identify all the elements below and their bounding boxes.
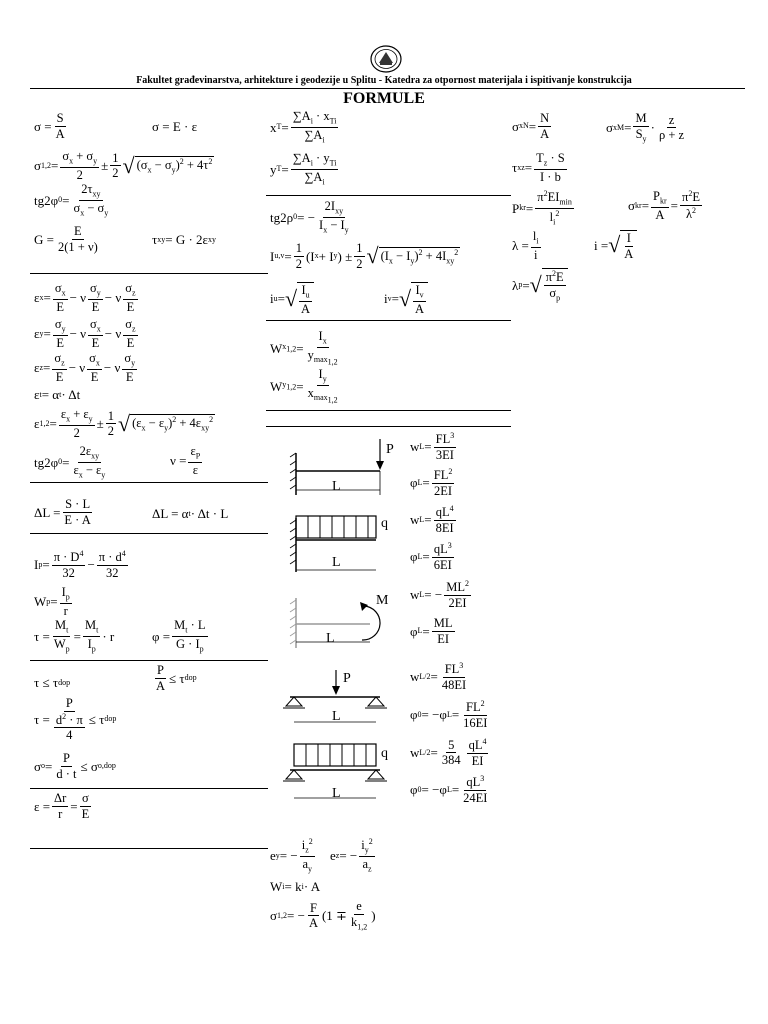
rule-left-6 — [30, 848, 268, 849]
formula-shear-modulus: G = E 2(1 + ν) — [34, 224, 98, 254]
rule-left-3 — [30, 533, 268, 534]
formula-centroid-x: x T = $\sum A_i \cdot x_{Ti}$ $\sum A_i$ — [270, 109, 337, 144]
formula-strain-angle: tg2φ 0 = $2\varepsilon_{xy}$ $\varepsilon_x - \varepsilon_y$ — [34, 444, 106, 479]
formula-section-modulus-y: W $y_{1,2}$ = $I_y$ $x_{max_{1,2}}$ — [270, 367, 338, 405]
formula-torsion-stress: τ = $M_t$ $W_p$ = $M_t$ $I_p$ · r — [34, 618, 115, 653]
formula-shear-allowable-2: P A ≤ τ dop — [156, 663, 197, 693]
formula-elongation: ΔL = S · L E · A — [34, 497, 91, 527]
rule-mid-3 — [266, 410, 511, 411]
formula-euler-load: P kr = $\pi^2EI_{min}$ $l_i^2$ — [512, 189, 572, 227]
rule-left-2 — [30, 482, 268, 483]
case5-deflection: w L/2 = 5 384 $qL^4$ EI — [410, 737, 487, 768]
formula-polar-moment: I p = $\pi \cdot D^4$ 32 − $\pi \cdot d^4$ 32 — [34, 549, 126, 580]
formula-hooke: σ = E · ε — [152, 119, 198, 134]
formula-principal-stress: σ 1,2 = $\sigma_x + \sigma_y$ 2 ± 1 2 √ $(\sigma_x - \sigma_y)^2 + 4\tau^2$ — [34, 149, 213, 182]
formula-thermal-strain: ε t = α t · Δt — [34, 387, 81, 402]
formula-shear-strain: τ xy = G · 2ε xy — [152, 232, 216, 247]
formula-critical-stress: σ kr = $P_{kr}$ A = $\pi^2E$ $\lambda^2$ — [628, 189, 700, 222]
rule-mid-4 — [266, 426, 511, 427]
formula-polar-section-modulus: W p = $I_p$ r — [34, 585, 70, 618]
case1-deflection: w L = $FL^3$ 3EI — [410, 431, 455, 462]
formula-core-ey: e y = − $i_z^2$ $a_y$ — [270, 837, 313, 874]
case2-rotation: φ L = $qL^3$ 6EI — [410, 541, 452, 572]
case3-span-label: L — [326, 631, 335, 646]
rule-left-5 — [30, 788, 268, 789]
case2-deflection: w L = $qL^4$ 8EI — [410, 504, 454, 535]
formula-centroid-y: y T = $\sum A_i \cdot y_{Ti}$ $\sum A_i$ — [270, 151, 337, 186]
formula-section-modulus-k: W i = k i · A — [270, 879, 321, 894]
rule-mid-1 — [266, 195, 511, 196]
formula-shear-stress-beam: τ xz = $T_z \cdot S$ I · b — [512, 151, 565, 184]
formula-thermal-elongation: ΔL = α t · Δt · L — [152, 506, 229, 521]
formula-rivet-shear: τ = P $\frac{d^2 \cdot \pi}{4}$ ≤ τ dop — [34, 696, 117, 743]
formula-twist-angle: φ = $M_t \cdot L$ $G \cdot I_p$ — [152, 618, 206, 653]
case4-deflection: w L/2 = $FL^3$ 48EI — [410, 661, 467, 692]
formula-axial-stress: σ xN = N A — [512, 111, 550, 141]
formula-radius-gyration: i = √ $\frac{I}{A}$ — [594, 230, 637, 260]
formula-slenderness: λ = $l_i$ i — [512, 229, 539, 262]
formula-strain-z: ε z = $\sigma_z$ E − ν $\sigma_x$ E − ν $\sigma_y$ E — [34, 351, 136, 384]
case2-span-label: L — [332, 555, 341, 570]
case1-load-label: P — [386, 442, 394, 457]
formula-curved-bending: σ xM = M $S_y$ · z ρ + z — [606, 111, 685, 143]
formula-ring-strain: ε = Δr r = σ E — [34, 791, 90, 821]
formula-principal-strain: ε 1,2 = $\varepsilon_x + \varepsilon_y$ 2 ± 1 2 √ $(\varepsilon_x - \varepsilon_y)^2 + 4\varepsilon_{xy}^2$ — [34, 407, 214, 440]
case2-load-label: q — [381, 516, 388, 531]
formula-stress-def: σ = S A — [34, 111, 65, 141]
formula-strain-x: ε x = $\sigma_x$ E − ν $\sigma_y$ E − ν $\sigma_z$ E — [34, 281, 136, 314]
case1-span-label: L — [332, 479, 341, 494]
case1-rotation: φ L = $FL^2$ 2EI — [410, 467, 453, 498]
case5-rotation: φ 0 = −φ L = $qL^3$ 24EI — [410, 774, 488, 805]
case4-span-label: L — [332, 709, 341, 724]
rule-left-1 — [30, 273, 268, 274]
formula-principal-angle: tg2φ 0 = $2\tau_{xy}$ $\sigma_x - \sigma_y$ — [34, 182, 109, 217]
rule-mid-2 — [266, 320, 511, 321]
formula-section-modulus-x: W $x_{1,2}$ = $I_x$ $y_{max_{1,2}}$ — [270, 329, 338, 367]
formula-bearing-stress: σ o = P d · t ≤ σ o,dop — [34, 751, 116, 781]
formula-shear-allowable: τ ≤ τ dop — [34, 675, 71, 690]
formula-radius-gyration-v: i v = √ $\frac{I_v}{A}$ — [384, 282, 428, 315]
formula-radius-gyration-u: i u = √ $\frac{I_u}{A}$ — [270, 282, 314, 315]
case4-load-label: P — [343, 671, 351, 686]
institution-line: Fakultet građevinarstva, arhitekture i geodezije u Splitu - Katedra za otpornost materijala i ispitivanje konstrukcija — [136, 75, 632, 86]
case5-load-label: q — [381, 746, 388, 761]
page-title: FORMULE — [343, 90, 425, 107]
formula-poisson: ν = $\varepsilon_P$ ε — [170, 444, 201, 477]
formula-limit-slenderness: λ p = √ $\frac{\pi^2E}{\sigma_p}$ — [512, 268, 568, 302]
formula-core-ez: e z = − $i_y^2$ $a_z$ — [330, 837, 373, 874]
cantilever-point-load-diagram — [288, 435, 398, 500]
case3-rotation: φ L = ML EI — [410, 616, 453, 646]
formula-principal-moments: I u,v = 1 2 (I x + I y ) ± 1 2 √ $(I_x - I_y)^2 + 4I_{xy}^2$ — [270, 241, 459, 271]
header-rule — [30, 88, 745, 89]
university-seal-icon — [369, 44, 403, 74]
case3-deflection: w L = − $ML^2$ 2EI — [410, 579, 469, 610]
case5-span-label: L — [332, 786, 341, 801]
rule-left-4 — [30, 660, 268, 661]
case3-load-label: M — [376, 593, 389, 608]
formula-eccentric-stress: σ 1,2 = − F A (1 ∓ e $k_{1,2}$ ) — [270, 899, 376, 931]
formula-strain-y: ε y = $\sigma_y$ E − ν $\sigma_x$ E − ν $\sigma_z$ E — [34, 317, 136, 350]
formula-principal-axes-angle: tg2ρ 0 = − $2I_{xy}$ $I_x - I_y$ — [270, 199, 349, 234]
case4-rotation: φ 0 = −φ L = $FL^2$ 16EI — [410, 699, 488, 730]
